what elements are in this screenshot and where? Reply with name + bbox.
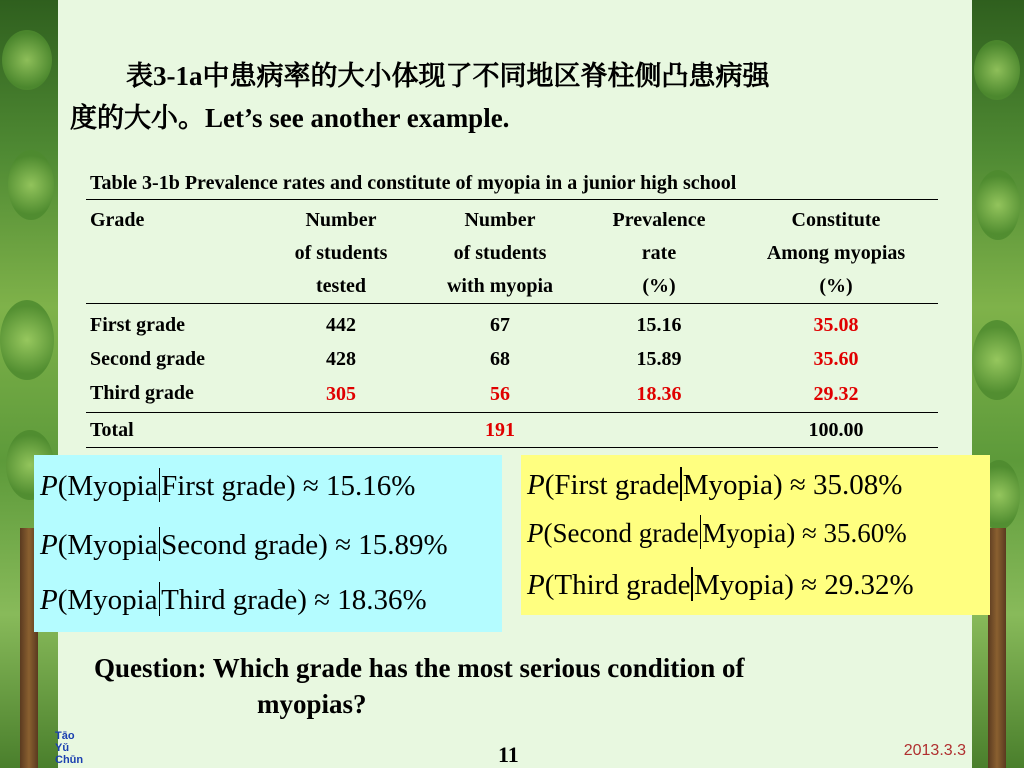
header-grade: Grade <box>90 209 145 231</box>
formula-p: P <box>527 469 545 501</box>
formula-left-1: P(Myopia First grade) ≈ 15.16% <box>40 470 416 502</box>
formula-p: P <box>527 518 544 548</box>
right-tree-border <box>972 0 1024 768</box>
table-row <box>86 376 938 413</box>
formula-value: 35.08% <box>813 469 903 501</box>
header-prevalence-rate: Prevalence rate (%) <box>612 209 706 297</box>
question-line-2: myopias? <box>257 689 367 719</box>
formula-value: 29.32% <box>824 569 914 601</box>
header-students-tested: Number of students tested <box>294 209 388 297</box>
slide-content <box>40 0 972 768</box>
header-constitute: Constitute Among myopias (%) <box>766 209 906 297</box>
cell-total-constitute: 100.00 <box>808 419 864 441</box>
tree-trunk <box>988 528 1006 768</box>
table-total <box>86 413 938 448</box>
cell-myopia: 67 <box>490 314 510 336</box>
cell-myopia: 68 <box>490 348 510 370</box>
formula-left-3: P(Myopia Third grade) ≈ 18.36% <box>40 584 427 616</box>
cell-total-myopia: 191 <box>485 419 515 441</box>
cell-prevalence: 15.89 <box>636 348 682 370</box>
question-text <box>94 650 934 722</box>
approx-symbol: ≈ <box>801 569 818 601</box>
formula-value: 35.60% <box>823 518 907 548</box>
table-row <box>86 342 938 376</box>
leaf-decoration <box>8 150 54 220</box>
logo-line: Tāo <box>55 730 75 742</box>
cell-total-prevalence <box>584 413 734 448</box>
formula-given: Myopia <box>682 469 773 501</box>
formula-given: Myopia <box>693 569 785 601</box>
formula-right-3: P(Third grade Myopia) ≈ 29.32% <box>527 569 914 601</box>
slide-date: 2013.3.3 <box>903 742 966 759</box>
table-header <box>86 200 938 304</box>
approx-symbol: ≈ <box>302 470 319 502</box>
conditional-prob-box-left <box>34 455 502 632</box>
formula-given: Myopia <box>702 518 787 548</box>
cell-prevalence: 15.16 <box>636 314 682 336</box>
cell-myopia: 56 <box>490 383 510 405</box>
conditional-prob-box-right <box>521 455 990 615</box>
left-tree-border <box>0 0 58 768</box>
formula-left-2: P(Myopia Second grade) ≈ 15.89% <box>40 529 448 561</box>
cell-constitute: 35.08 <box>813 314 859 336</box>
table-row <box>86 304 938 343</box>
cell-tested: 428 <box>326 348 356 370</box>
formula-condition: Myopia <box>67 529 158 561</box>
heading-line-1: 表3-1a中患病率的大小体现了不同地区脊柱侧凸患病强 <box>126 61 770 91</box>
cell-tested: 305 <box>326 383 356 405</box>
formula-condition: Second grade <box>552 518 699 548</box>
header-students-myopia: Number of students with myopia <box>446 209 554 297</box>
formula-p: P <box>40 529 58 561</box>
formula-value: 15.16% <box>326 470 416 502</box>
formula-p: P <box>527 569 545 601</box>
logo-line: Chūn <box>55 754 84 766</box>
leaf-decoration <box>976 170 1020 240</box>
approx-symbol: ≈ <box>789 469 806 501</box>
question-line-1: Question: Which grade has the most serious condition of <box>94 653 745 683</box>
cell-grade: Third grade <box>90 382 194 404</box>
leaf-decoration <box>974 40 1020 100</box>
formula-condition: Myopia <box>67 470 158 502</box>
formula-value: 18.36% <box>337 584 427 616</box>
formula-value: 15.89% <box>358 529 448 561</box>
cell-grade: Second grade <box>90 348 205 370</box>
leaf-decoration <box>0 300 54 380</box>
heading-line-2: 度的大小。Let’s see another example. <box>70 103 510 133</box>
cell-tested: 442 <box>326 314 356 336</box>
approx-symbol: ≈ <box>335 529 351 561</box>
cell-constitute: 35.60 <box>813 348 859 370</box>
cell-total-label: Total <box>90 419 134 441</box>
total-row <box>86 413 938 448</box>
formula-condition: Myopia <box>67 584 158 616</box>
author-logo <box>55 730 89 766</box>
formula-p: P <box>40 584 58 616</box>
formula-right-2: P(Second grade Myopia) ≈ 35.60% <box>521 507 907 559</box>
formula-condition: First grade <box>554 469 680 501</box>
formula-p: P <box>40 470 58 502</box>
slide-heading <box>70 55 950 139</box>
cell-constitute: 29.32 <box>813 383 859 405</box>
formula-right-1: P(First grade Myopia) ≈ 35.08% <box>527 469 903 501</box>
approx-symbol: ≈ <box>314 584 331 616</box>
formula-condition: Third grade <box>554 569 691 601</box>
formula-given: Third grade <box>161 584 298 616</box>
table-body <box>86 304 938 413</box>
table-caption: Table 3-1b Prevalence rates and constitute of myopia in a junior high school <box>90 172 737 194</box>
approx-symbol: ≈ <box>801 518 817 548</box>
leaf-decoration <box>972 320 1022 400</box>
formula-given: Second grade <box>161 529 319 561</box>
page-number: 11 <box>498 742 519 767</box>
cell-prevalence: 18.36 <box>636 383 682 405</box>
cell-total-tested <box>266 413 416 448</box>
cell-grade: First grade <box>90 314 185 336</box>
logo-line: Yǔ <box>55 742 70 754</box>
leaf-decoration <box>2 30 52 90</box>
formula-given: First grade <box>161 470 286 502</box>
prevalence-table <box>86 199 938 448</box>
